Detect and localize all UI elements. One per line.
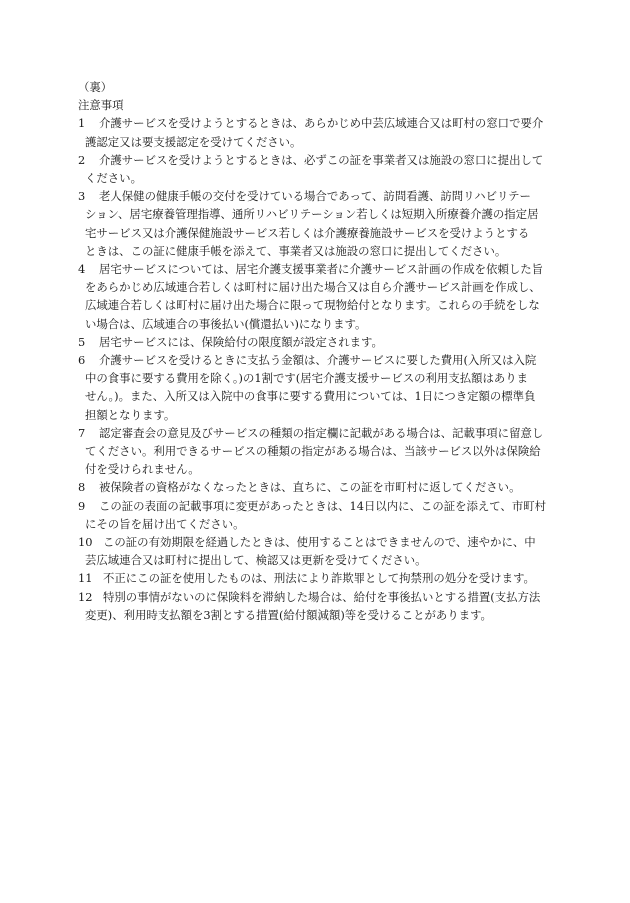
notice-item-number: 6 — [78, 353, 86, 368]
notice-item-12 — [78, 588, 556, 624]
notice-item-text — [85, 351, 556, 424]
notice-item-7 — [78, 424, 556, 479]
notice-item-number: 10 — [78, 535, 93, 550]
notice-item-line: 不正にこの証を使用したものは、刑法により詐欺罪として拘禁刑の処分を受けます。 — [103, 571, 535, 586]
notice-item-line: 付を受けられません。 — [85, 462, 200, 477]
notice-item-line: 特別の事情がないのに保険料を滞納した場合は、給付を事後払いとする措置(支払方法 — [103, 589, 541, 604]
notice-item-5 — [78, 333, 556, 351]
notice-item-line: 担額となります。 — [85, 407, 176, 422]
notice-item-4 — [78, 260, 556, 333]
notice-item-number: 4 — [78, 262, 86, 277]
notice-item-line: ション、居宅療養管理指導、通所リハビリテーション若しくは短期入所療養介護の指定居 — [85, 207, 539, 222]
notice-item-line: この証の有効期限を経過したときは、使用することはできませんので、速やかに、中 — [103, 535, 536, 550]
notice-item-line: 居宅サービスについては、居宅介護支援事業者に介護サービス計画の作成を依頼した旨 — [99, 262, 544, 277]
notice-item-number: 5 — [78, 334, 86, 349]
notice-item-line: 芸広域連合又は町村に提出して、検認又は更新を受けてください。 — [85, 553, 427, 568]
notice-item-line: 中の食事に要する費用を除く。)の1割です(居宅介護支援サービスの利用支払額はありま — [85, 371, 529, 386]
notice-item-text — [93, 333, 556, 351]
notice-item-line: 宅サービス又は介護保健施設サービス若しくは介護療養施設サービスを受けようとする — [85, 225, 530, 240]
notice-item-line: 居宅サービスには、保険給付の限度額が設定されます。 — [99, 334, 383, 349]
section-title: 注意事項 — [78, 98, 124, 113]
notice-item-10 — [78, 533, 556, 569]
notice-item-line: 認定審査会の意見及びサービスの種類の指定欄に記載がある場合は、記載事項に留意し — [99, 425, 544, 440]
notice-item-text — [85, 260, 556, 333]
notice-item-line: 護認定又は要支援認定を受けてください。 — [85, 134, 302, 149]
notice-item-line: にその旨を届け出てください。 — [85, 516, 245, 531]
notice-item-text — [97, 569, 556, 587]
notice-item-number: 3 — [78, 189, 86, 204]
notice-item-number: 1 — [78, 116, 86, 131]
notice-item-11 — [78, 569, 556, 587]
notice-item-number: 12 — [78, 589, 93, 604]
notice-item-6 — [78, 351, 556, 424]
notice-item-text — [85, 151, 556, 187]
notice-item-text — [85, 114, 556, 150]
notice-item-1 — [78, 114, 556, 150]
notice-item-line: 変更)、利用時支払額を3割とする措置(給付額減額)等を受けることがあります。 — [85, 607, 492, 622]
notice-item-text — [85, 497, 556, 533]
notice-item-number: 2 — [78, 152, 86, 167]
notice-item-8 — [78, 478, 556, 496]
notice-item-line: てください。利用できるサービスの種類の指定がある場合は、当該サービス以外は保険給 — [85, 444, 541, 459]
notice-item-text — [93, 478, 556, 496]
notice-item-line: ください。 — [85, 171, 142, 186]
notice-item-number: 9 — [78, 498, 86, 513]
notice-item-number: 11 — [78, 571, 93, 586]
notice-item-line: 介護サービスを受けるときに支払う金額は、介護サービスに要した費用(入所又は入院 — [99, 353, 537, 368]
notice-item-line: ときは、この証に健康手帳を添えて、事業者又は施設の窓口に提出してください。 — [85, 243, 507, 258]
notice-item-line: い場合は、広域連合の事後払い(償還払い)になります。 — [85, 316, 367, 331]
notice-item-line: 広域連合若しくは町村に届け出た場合に限って現物給付となります。これらの手続をしな — [85, 298, 540, 313]
notice-item-line: をあらかじめ広域連合若しくは町村に届け出た場合又は自ら介護サービス計画を作成し、 — [85, 280, 541, 295]
notice-item-line: 介護サービスを受けようとするときは、あらかじめ中芸広域連合又は町村の窓口で要介 — [99, 116, 544, 131]
notice-item-number: 8 — [78, 480, 86, 495]
notice-item-line: この証の表面の記載事項に変更があったときは、14日以内に、この証を添えて、市町村 — [99, 498, 546, 513]
notice-item-3 — [78, 187, 556, 260]
notice-item-line: せん。)。また、入所又は入院中の食事に要する費用については、1日につき定額の標準負 — [85, 389, 536, 404]
notice-item-9 — [78, 497, 556, 533]
side-label: （裏） — [78, 80, 113, 94]
notice-item-2 — [78, 151, 556, 187]
notice-item-line: 老人保健の健康手帳の交付を受けている場合であって、訪問看護、訪問リハビリテー — [99, 189, 531, 204]
notice-item-text — [85, 424, 556, 479]
notice-item-line: 介護サービスを受けようとするときは、必ずこの証を事業者又は施設の窓口に提出して — [99, 152, 544, 167]
notice-item-number: 7 — [78, 425, 86, 440]
notice-item-line: 被保険者の資格がなくなったときは、直ちに、この証を市町村に返してください。 — [99, 480, 521, 495]
notice-item-text — [85, 187, 556, 260]
notice-items-list — [78, 114, 556, 624]
notice-document — [78, 78, 556, 624]
